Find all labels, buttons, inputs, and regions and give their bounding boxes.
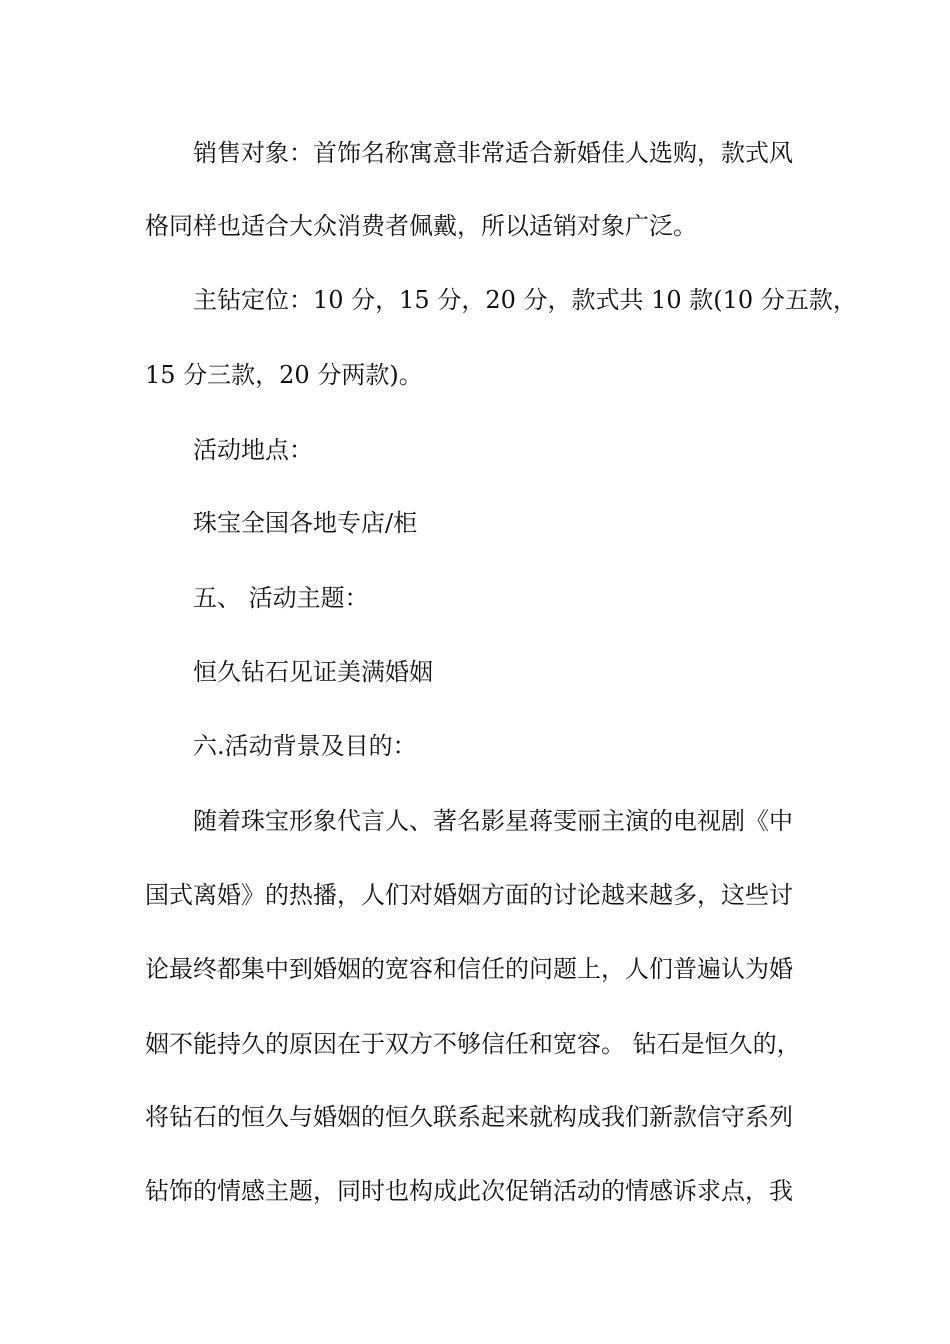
section-heading: 五、 活动主题： [193, 584, 369, 612]
paragraph-line: 珠宝全国各地专店/柜 [193, 509, 418, 537]
paragraph-line: 将钻石的恒久与婚姻的恒久联系起来就构成我们新款信守系列 [145, 1103, 793, 1131]
paragraph-line: 恒久钻石见证美满婚姻 [193, 658, 433, 686]
paragraph-line: 论最终都集中到婚姻的宽容和信任的问题上，人们普遍认为婚 [145, 955, 793, 983]
paragraph-line: 随着珠宝形象代言人、著名影星蒋雯丽主演的电视剧《中 [193, 807, 793, 835]
paragraph-line: 格同样也适合大众消费者佩戴，所以适销对象广泛。 [145, 212, 697, 240]
paragraph-line: 主钻定位：10 分，15 分，20 分，款式共 10 款(10 分五款， [193, 286, 857, 314]
section-heading: 六.活动背景及目的： [193, 732, 417, 760]
paragraph-line: 国式离婚》的热播，人们对婚姻方面的讨论越来越多，这些讨 [145, 881, 793, 909]
paragraph-line: 活动地点： [193, 436, 313, 464]
paragraph-line: 钻饰的情感主题，同时也构成此次促销活动的情感诉求点，我 [145, 1177, 793, 1205]
paragraph-line: 销售对象：首饰名称寓意非常适合新婚佳人选购，款式风 [193, 139, 793, 167]
paragraph-line: 15 分三款，20 分两款)。 [145, 361, 423, 389]
paragraph-line: 姻不能持久的原因在于双方不够信任和宽容。 钻石是恒久的， [145, 1030, 801, 1058]
